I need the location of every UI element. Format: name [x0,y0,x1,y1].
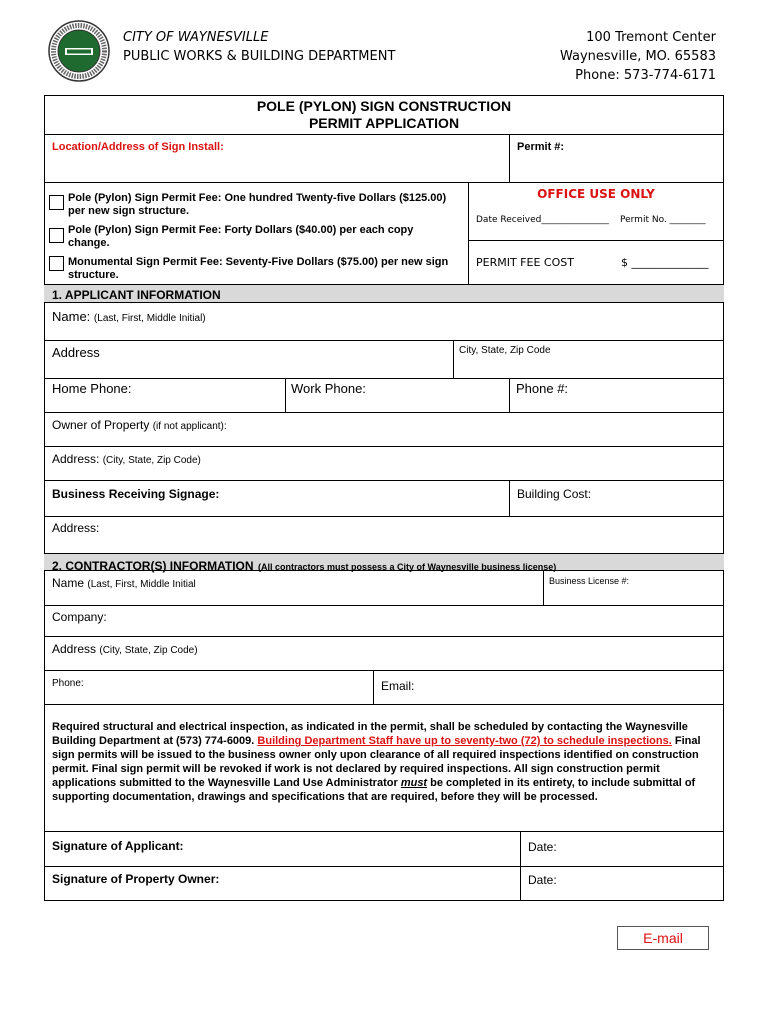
fee-option-text: Pole (Pylon) Sign Permit Fee: Forty Dollars ($40.00) per each copy [68,224,414,236]
permit-fee-cost-value: $ ______________ [621,256,709,269]
business-signage-label: Business Receiving Signage: [52,487,220,501]
date-received-field: Date Received_______________ [476,215,609,225]
form-title [44,98,724,132]
contractor-name-hint: (Last, First, Middle Initial [87,579,196,590]
name-hint-text: (Last, First, Middle Initial) [93,313,206,324]
owner-signature-label: Signature of Property Owner: [52,872,220,886]
email-button[interactable]: E-mail [617,926,709,950]
address-line-1: 100 Tremont Center [586,30,716,45]
fee-option-text: Pole (Pylon) Sign Permit Fee: One hundred Twenty-five Dollars ($125.00) [68,192,447,204]
permit-no-field: Permit No. ________ [620,215,706,225]
city-name: CITY OF WAYNESVILLE [123,30,269,45]
business-address-label: Address: [52,521,100,535]
business-license-label: Business License #: [549,576,630,586]
form-title-line-2: PERMIT APPLICATION [308,115,460,131]
phone-number-label: Phone #: [516,381,569,396]
inspection-notice [52,720,722,804]
fee-option-text: Monumental Sign Permit Fee: Seventy-Five Dollars ($75.00) per new sign [68,256,449,268]
owner-of-property-label [52,418,227,432]
permit-number-label: Permit #: [517,141,565,153]
fee-option-text: structure. [68,269,119,281]
fee-checkbox-monumental[interactable] [49,256,64,271]
address-line-2: Waynesville, MO. 65583 [559,49,716,64]
contractor-section-title [52,557,556,575]
owner-address-label-text: Address: [52,452,100,466]
city-seal-logo [48,20,110,82]
contractor-address-hint: (City, State, Zip Code) [99,645,198,656]
department-phone: Phone: 573-774-6171 [575,68,716,83]
owner-date-label: Date: [528,873,557,887]
applicant-date-label: Date: [528,840,557,854]
fee-option-text: per new sign structure. [68,205,190,217]
name-label-text: Name: [52,309,91,324]
fee-option-text: change. [68,237,110,249]
fee-option-pole-copy [68,224,468,250]
company-label: Company: [52,610,107,624]
work-phone-label: Work Phone: [291,381,366,396]
location-label: Location/Address of Sign Install: [52,141,224,153]
contractor-title-text: 2. CONTRACTOR(S) INFORMATION [52,559,254,573]
home-phone-label: Home Phone: [52,381,132,396]
fee-option-pole-new [68,192,468,218]
applicant-city-state-zip-label: City, State, Zip Code [459,345,551,356]
form-title-line-1: POLE (PYLON) SIGN CONSTRUCTION [256,98,512,114]
fee-checkbox-pole-new[interactable] [49,195,64,210]
notice-text-2: Final sign permits will be issued to the business owner only upon clearance of all required inspections identified on construction permit. Final sign permit will be revoked if work is not declared by required inspections. All sign construction permit applications submitted to the Waynesville Land Use Administrator [52,735,701,789]
location-input[interactable] [52,156,502,180]
notice-text-3: be completed in its entirety, to include submittal of supporting documentation, drawings and specifications that are required, before they will be processed. [52,777,696,803]
owner-address-label [52,452,201,466]
applicant-section-title: 1. APPLICANT INFORMATION [52,288,221,302]
fee-checkbox-pole-copy[interactable] [49,228,64,243]
owner-label-text: Owner of Property [52,418,150,432]
contractor-email-label: Email: [381,679,415,693]
applicant-address-label: Address [52,345,100,360]
applicant-city-state-zip-input[interactable] [459,359,717,375]
applicant-address-input[interactable] [110,344,448,374]
applicant-name-input[interactable] [220,307,716,337]
department-name: PUBLIC WORKS & BUILDING DEPARTMENT [123,49,396,64]
inspection-schedule-link[interactable]: Building Department Staff have up to seventy-two (72) to schedule inspections. [257,735,672,747]
contractor-address-text: Address [52,642,97,656]
department-address [560,28,716,85]
building-cost-label: Building Cost: [517,487,592,501]
notice-emphasis-must: must [400,777,428,789]
contractor-name-text: Name [52,576,85,590]
contractor-title-note: (All contractors must possess a City of Waynesville business license) [258,562,557,572]
office-use-only-title: OFFICE USE ONLY [537,187,655,201]
contractor-address-label [52,642,198,656]
contractor-phone-label: Phone: [52,678,84,689]
applicant-signature-label: Signature of Applicant: [52,839,184,853]
applicant-name-label [52,309,206,324]
owner-address-hint-text: (City, State, Zip Code) [102,455,201,466]
notice-text-1: Required structural and electrical inspection, as indicated in the permit, shall be scheduled by contacting the Waynesville Building Department at (573) 774-6009. [52,721,688,747]
permit-number-input[interactable] [590,140,716,178]
owner-hint-text: (if not applicant): [152,421,227,432]
fee-option-monumental [68,256,468,282]
department-header [123,28,395,66]
permit-fee-cost-label: PERMIT FEE COST [476,256,574,269]
contractor-name-label [52,576,196,590]
